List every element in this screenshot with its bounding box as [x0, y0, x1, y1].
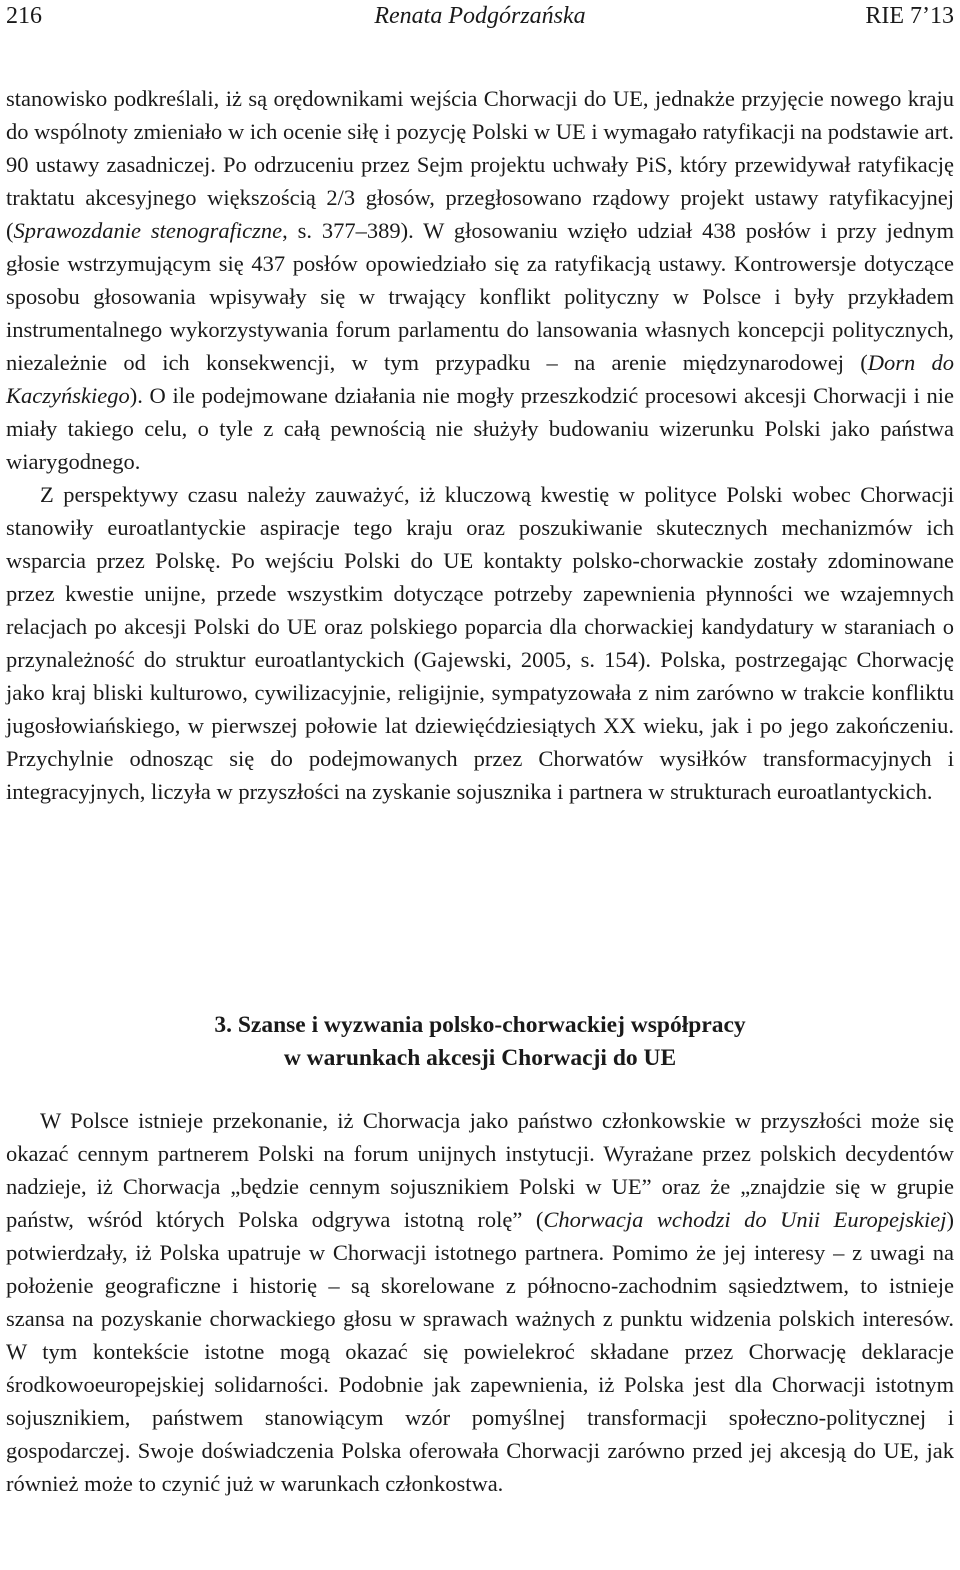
journal-issue: RIE 7’13: [865, 3, 954, 29]
paragraph-1-text-a: stanowisko podkreślali, iż są orędownikami wejścia Chorwacji do UE, jednakże przyjęcie nowego kraju do wspólnoty zmieniało w ich ocenie siłę i pozycję Polski w UE i wymagało ratyfikacji na podstawie art. 90 ustawy zasadniczej. Po odrzuceniu przez Sejm projektu uchwały PiS, który przewidywał ratyfikację traktatu akcesyjnego większością 2/3 głosów, przegłosowano rządowy projekt ustawy ratyfikacyjnej (: [6, 86, 954, 243]
page-header: [6, 0, 954, 34]
paragraph-1: [6, 82, 954, 478]
paragraph-3-text-b: ) potwierdzały, iż Polska upatruje w Chorwacji istotnego partnera. Pomimo że jej interesy – z uwagi na położenie geograficzne i historię – są skorelowane z północno-zachodnim sąsiedztwem, to istnieje szansa na pozyskanie chorwackiego głosu w sprawach ważnych z punktu widzenia polskich interesów. W tym kontekście istotne mogą okazać się powielekroć składane przez Chorwację deklaracje środkowoeuropejskiej solidarności. Podobnie jak zapewnienia, iż Polska jest dla Chorwacji istotnym sojusznikiem, państwem stanowiącym wzór pomyślnej transformacji społeczno-politycznej i gospodarczej. Swoje doświadczenia Polska oferowała Chorwacji zarówno przed jej akcesją do UE, jak również może to czynić już w warunkach członkostwa.: [6, 1207, 954, 1496]
section-heading-line-2: w warunkach akcesji Chorwacji do UE: [283, 1045, 677, 1071]
paragraph-1-text-b: , s. 377–389). W głosowaniu wzięło udział 438 posłów i przy jednym głosie wstrzymującym się 437 posłów opowiedziało się za ratyfikacją ustawy. Kontrowersje dotyczące sposobu głosowania wpisywały się w trwający konflikt polityczny w Polsce i były przykładem instrumentalnego wykorzystywania forum parlamentu do lansowania własnych koncepcji politycznych, niezależnie od ich konsekwencji, w tym przypadku – na arenie międzynarodowej (: [6, 218, 955, 375]
section-body-1: [6, 82, 954, 808]
section-body-3: [6, 1104, 954, 1500]
section-heading: [6, 1009, 954, 1075]
paragraph-3-citation: Chorwacja wchodzi do Unii Europejskiej: [543, 1207, 947, 1232]
paragraph-2: Z perspektywy czasu należy zauważyć, iż kluczową kwestię w polityce Polski wobec Chorwacji stanowiły euroatlantyckie aspiracje tego kraju oraz poszukiwanie skutecznych mechanizmów ich wsparcia przez Polskę. Po wejściu Polski do UE kontakty polsko-chorwackie zostały zdominowane przez kwestie unijne, przede wszystkim dotyczące potrzeby zapewnienia płynności we wzajemnych relacjach po akcesji Polski do UE oraz polskiego poparcia dla chorwackiej kandydatury w staraniach o przynależność do struktur euroatlantyckich (Gajewski, 2005, s. 154). Polska, postrzegając Chorwację jako kraj bliski kulturowo, cywilizacyjnie, religijnie, sympatyzowała z nim zarówno w trakcie konfliktu jugosłowiańskiego, w pierwszej połowie lat dziewięćdziesiątych XX wieku, jak i po jego zakończeniu. Przychylnie odnosząc się do podejmowanych przez Chorwatów wysiłków transformacyjnych i integracyjnych, liczyła w przyszłości na zyskanie sojusznika i partnera w strukturach euroatlantyckich.: [6, 482, 954, 804]
paragraph-1-text-c: ). O ile podejmowane działania nie mogły przeszkodzić procesowi akcesji Chorwacji i nie miały takiego celu, o tyle z całą pewnością nie służyły budowaniu wizerunku Polski jako państwa wiarygodnego.: [6, 383, 954, 474]
running-author: Renata Podgórzańska: [374, 3, 586, 29]
paragraph-1-citation-2: Dorn do Kaczyńskiego: [6, 350, 954, 408]
paragraph-1-citation-1: Sprawozdanie stenograficzne: [13, 218, 283, 243]
paragraph-3-text-a: W Polsce istnieje przekonanie, iż Chorwacja jako państwo członkowskie w przyszłości może się okazać cennym partnerem Polski na forum unijnych instytucji. Wyrażane przez polskich decydentów nadzieje, iż Chorwacja „będzie cennym sojusznikiem Polski w UE” oraz że „znajdzie się w grupie państw, wśród których Polska odgrywa istotną rolę” (: [6, 1108, 954, 1232]
page-number: 216: [6, 3, 42, 29]
paragraph-3: [6, 1104, 954, 1500]
section-heading-line-1: 3. Szanse i wyzwania polsko-chorwackiej współpracy: [214, 1012, 746, 1038]
